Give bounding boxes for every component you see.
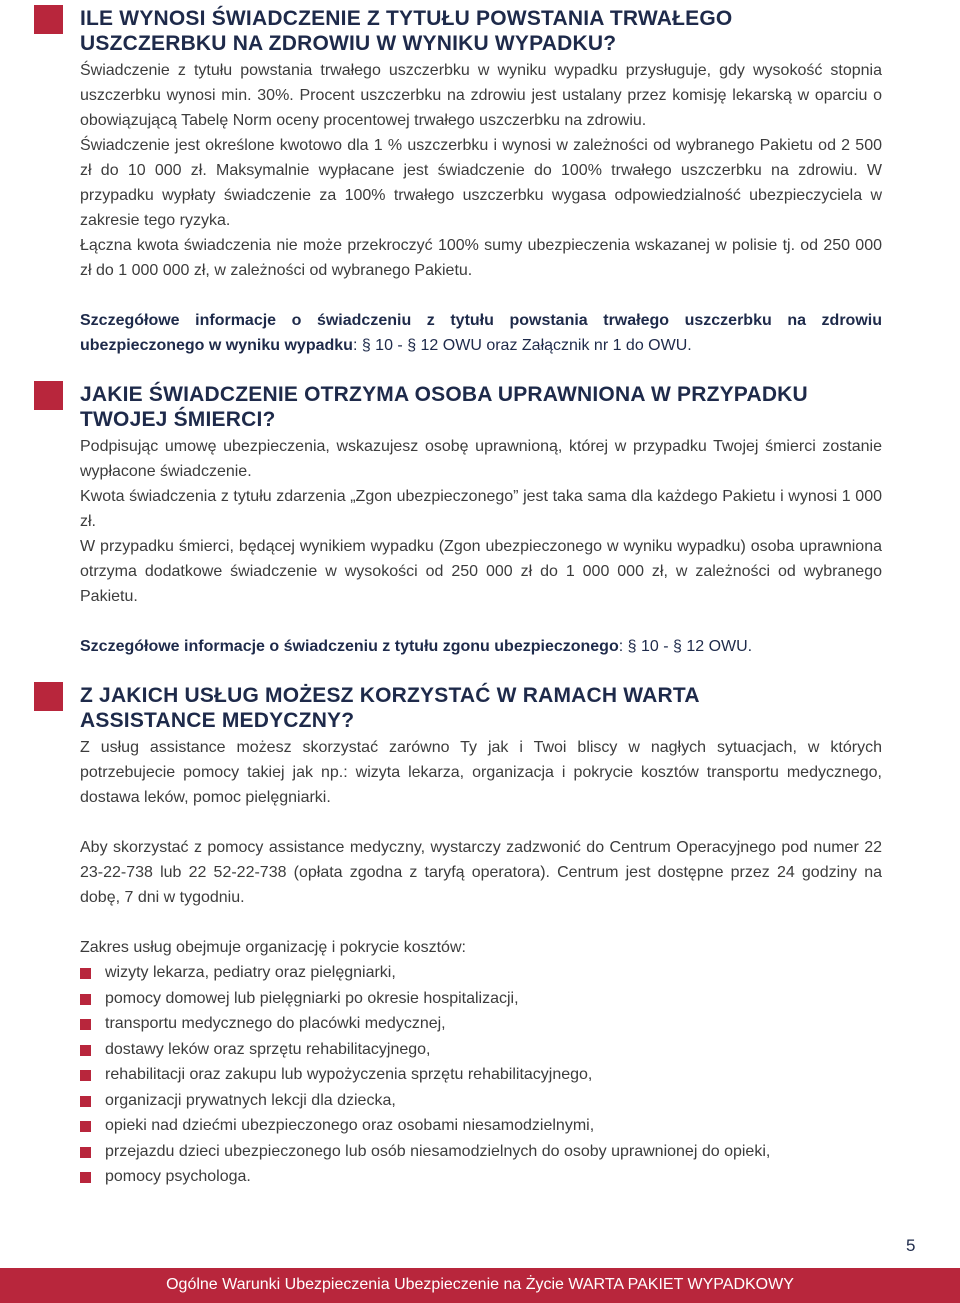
- list-item-text: wizyty lekarza, pediatry oraz pielęgniarki,: [105, 964, 396, 981]
- details-label: Szczegółowe informacje o świadczeniu z tytułu powstania trwałego uszczerbku na zdrowiu ubezpieczonego w wyniku wypadku: [80, 312, 882, 354]
- section-heading: [80, 6, 910, 56]
- heading-line: TWOJEJ ŚMIERCI?: [80, 408, 276, 431]
- page-number: 5: [906, 1236, 916, 1255]
- list-item: [80, 1062, 900, 1088]
- list-item-text: opieki nad dziećmi ubezpieczonego oraz osobami niesamodzielnymi,: [105, 1117, 595, 1134]
- services-list: [80, 960, 900, 1190]
- paragraph: Podpisując umowę ubezpieczenia, wskazujesz osobę uprawnioną, której w przypadku Twojej śmierci zostanie wypłacone świadczenie.: [80, 438, 882, 480]
- bullet-square-icon: [80, 1172, 91, 1183]
- bullet-square-icon: [80, 1121, 91, 1132]
- bullet-square-icon: [80, 994, 91, 1005]
- bullet-square-icon: [80, 1096, 91, 1107]
- bullet-square-icon: [80, 1019, 91, 1030]
- heading-line: USZCZERBKU NA ZDROWIU W WYNIKU WYPADKU?: [80, 32, 617, 55]
- paragraph: Świadczenie z tytułu powstania trwałego uszczerbku w wyniku wypadku przysługuje, gdy wysokość stopnia uszczerbku wynosi min. 30%. Procent uszczerbku na zdrowiu jest ustalany przez komisję lekarską w oparciu o obowiązującą Tabelę Norm oceny procentowej trwałego uszczerbku na zdrowiu.: [80, 62, 882, 129]
- section-marker: [34, 381, 63, 410]
- list-item: [80, 1037, 900, 1063]
- list-item-text: dostawy leków oraz sprzętu rehabilitacyjnego,: [105, 1040, 431, 1058]
- section-marker: [34, 5, 63, 34]
- details-reference-text: : § 10 - § 12 OWU.: [618, 638, 753, 655]
- details-reference: [80, 634, 882, 659]
- details-reference-text: : § 10 - § 12 OWU oraz Załącznik nr 1 do OWU.: [352, 337, 692, 354]
- list-item-text: transportu medycznego do placówki medycznej,: [105, 1015, 446, 1032]
- list-item: [80, 960, 900, 986]
- list-item-text: przejazdu dzieci ubezpieczonego lub osób niesamodzielnych do osoby uprawnionej do opieki,: [105, 1142, 771, 1160]
- bullet-square-icon: [80, 1045, 91, 1056]
- section-heading: [80, 382, 910, 432]
- list-item: [80, 1011, 900, 1037]
- heading-line: ILE WYNOSI ŚWIADCZENIE Z TYTUŁU POWSTANIA TRWAŁEGO: [80, 7, 733, 30]
- paragraph: Kwota świadczenia z tytułu zdarzenia „Zgon ubezpieczonego” jest taka sama dla każdego Pakietu i wynosi 1 000 zł.: [80, 488, 882, 530]
- bullet-square-icon: [80, 968, 91, 979]
- list-item-text: pomocy domowej lub pielęgniarki po okresie hospitalizacji,: [105, 989, 519, 1007]
- bullet-square-icon: [80, 1147, 91, 1158]
- details-label: Szczegółowe informacje o świadczeniu z tytułu zgonu ubezpieczonego: [80, 638, 619, 655]
- list-item: [80, 1139, 900, 1165]
- paragraph: Z usług assistance możesz skorzystać zarówno Ty jak i Twoi bliscy w nagłych sytuacjach, w których potrzebujecie pomocy takiej jak np.: wizyta lekarza, organizacja i pokrycie kosztów transportu medycznego, dostawa leków, pomoc pielęgniarki.: [80, 739, 882, 806]
- list-item: [80, 1164, 900, 1190]
- heading-line: Z JAKICH USŁUG MOŻESZ KORZYSTAĆ W RAMACH WARTA: [80, 684, 700, 707]
- paragraph: Aby skorzystać z pomocy assistance medyczny, wystarczy zadzwonić do Centrum Operacyjnego pod numer 22 23-22-738 lub 22 52-22-738 (opłata zgodna z taryfą operatora). Centrum jest dostępne przez 24 godziny na dobę, 7 dni w tygodniu.: [80, 839, 882, 906]
- section-heading: [80, 683, 910, 733]
- footer-bar: [0, 1268, 960, 1303]
- paragraph: Łączna kwota świadczenia nie może przekroczyć 100% sumy ubezpieczenia wskazanej w polisie tj. od 250 000 zł do 1 000 000 zł, w zależności od wybranego Pakietu.: [80, 237, 882, 279]
- list-item: [80, 986, 900, 1012]
- list-item-text: pomocy psychologa.: [105, 1168, 251, 1185]
- footer-text: Ogólne Warunki Ubezpieczenia Ubezpieczenie na Życie WARTA PAKIET WYPADKOWY: [166, 1276, 794, 1293]
- paragraph: Świadczenie jest określone kwotowo dla 1 % uszczerbku i wynosi w zależności od wybranego Pakietu od 2 500 zł do 10 000 zł. Maksymalnie wypłacane jest świadczenie do 100% trwałego uszczerbku na zdrowiu. W przypadku wypłaty świadczenie za 100% trwałego uszczerbku wygasa odpowiedzialność ubezpieczyciela w zakresie tego ryzyka.: [80, 137, 882, 229]
- paragraph: W przypadku śmierci, będącej wynikiem wypadku (Zgon ubezpieczonego w wyniku wypadku) osoba uprawniona otrzyma dodatkowe świadczenie w wysokości od 250 000 zł do 1 000 000 zł, w zależności od wybranego Pakietu.: [80, 538, 882, 605]
- list-item: [80, 1088, 900, 1114]
- heading-line: JAKIE ŚWIADCZENIE OTRZYMA OSOBA UPRAWNIONA W PRZYPADKU: [80, 383, 808, 406]
- list-item: [80, 1113, 900, 1139]
- section-marker: [34, 682, 63, 711]
- list-item-text: organizacji prywatnych lekcji dla dziecka,: [105, 1091, 396, 1109]
- bullet-square-icon: [80, 1070, 91, 1081]
- paragraph: Zakres usług obejmuje organizację i pokrycie kosztów:: [80, 939, 466, 956]
- details-reference: [80, 308, 882, 358]
- list-item-text: rehabilitacji oraz zakupu lub wypożyczenia sprzętu rehabilitacyjnego,: [105, 1066, 593, 1083]
- heading-line: ASSISTANCE MEDYCZNY?: [80, 709, 355, 732]
